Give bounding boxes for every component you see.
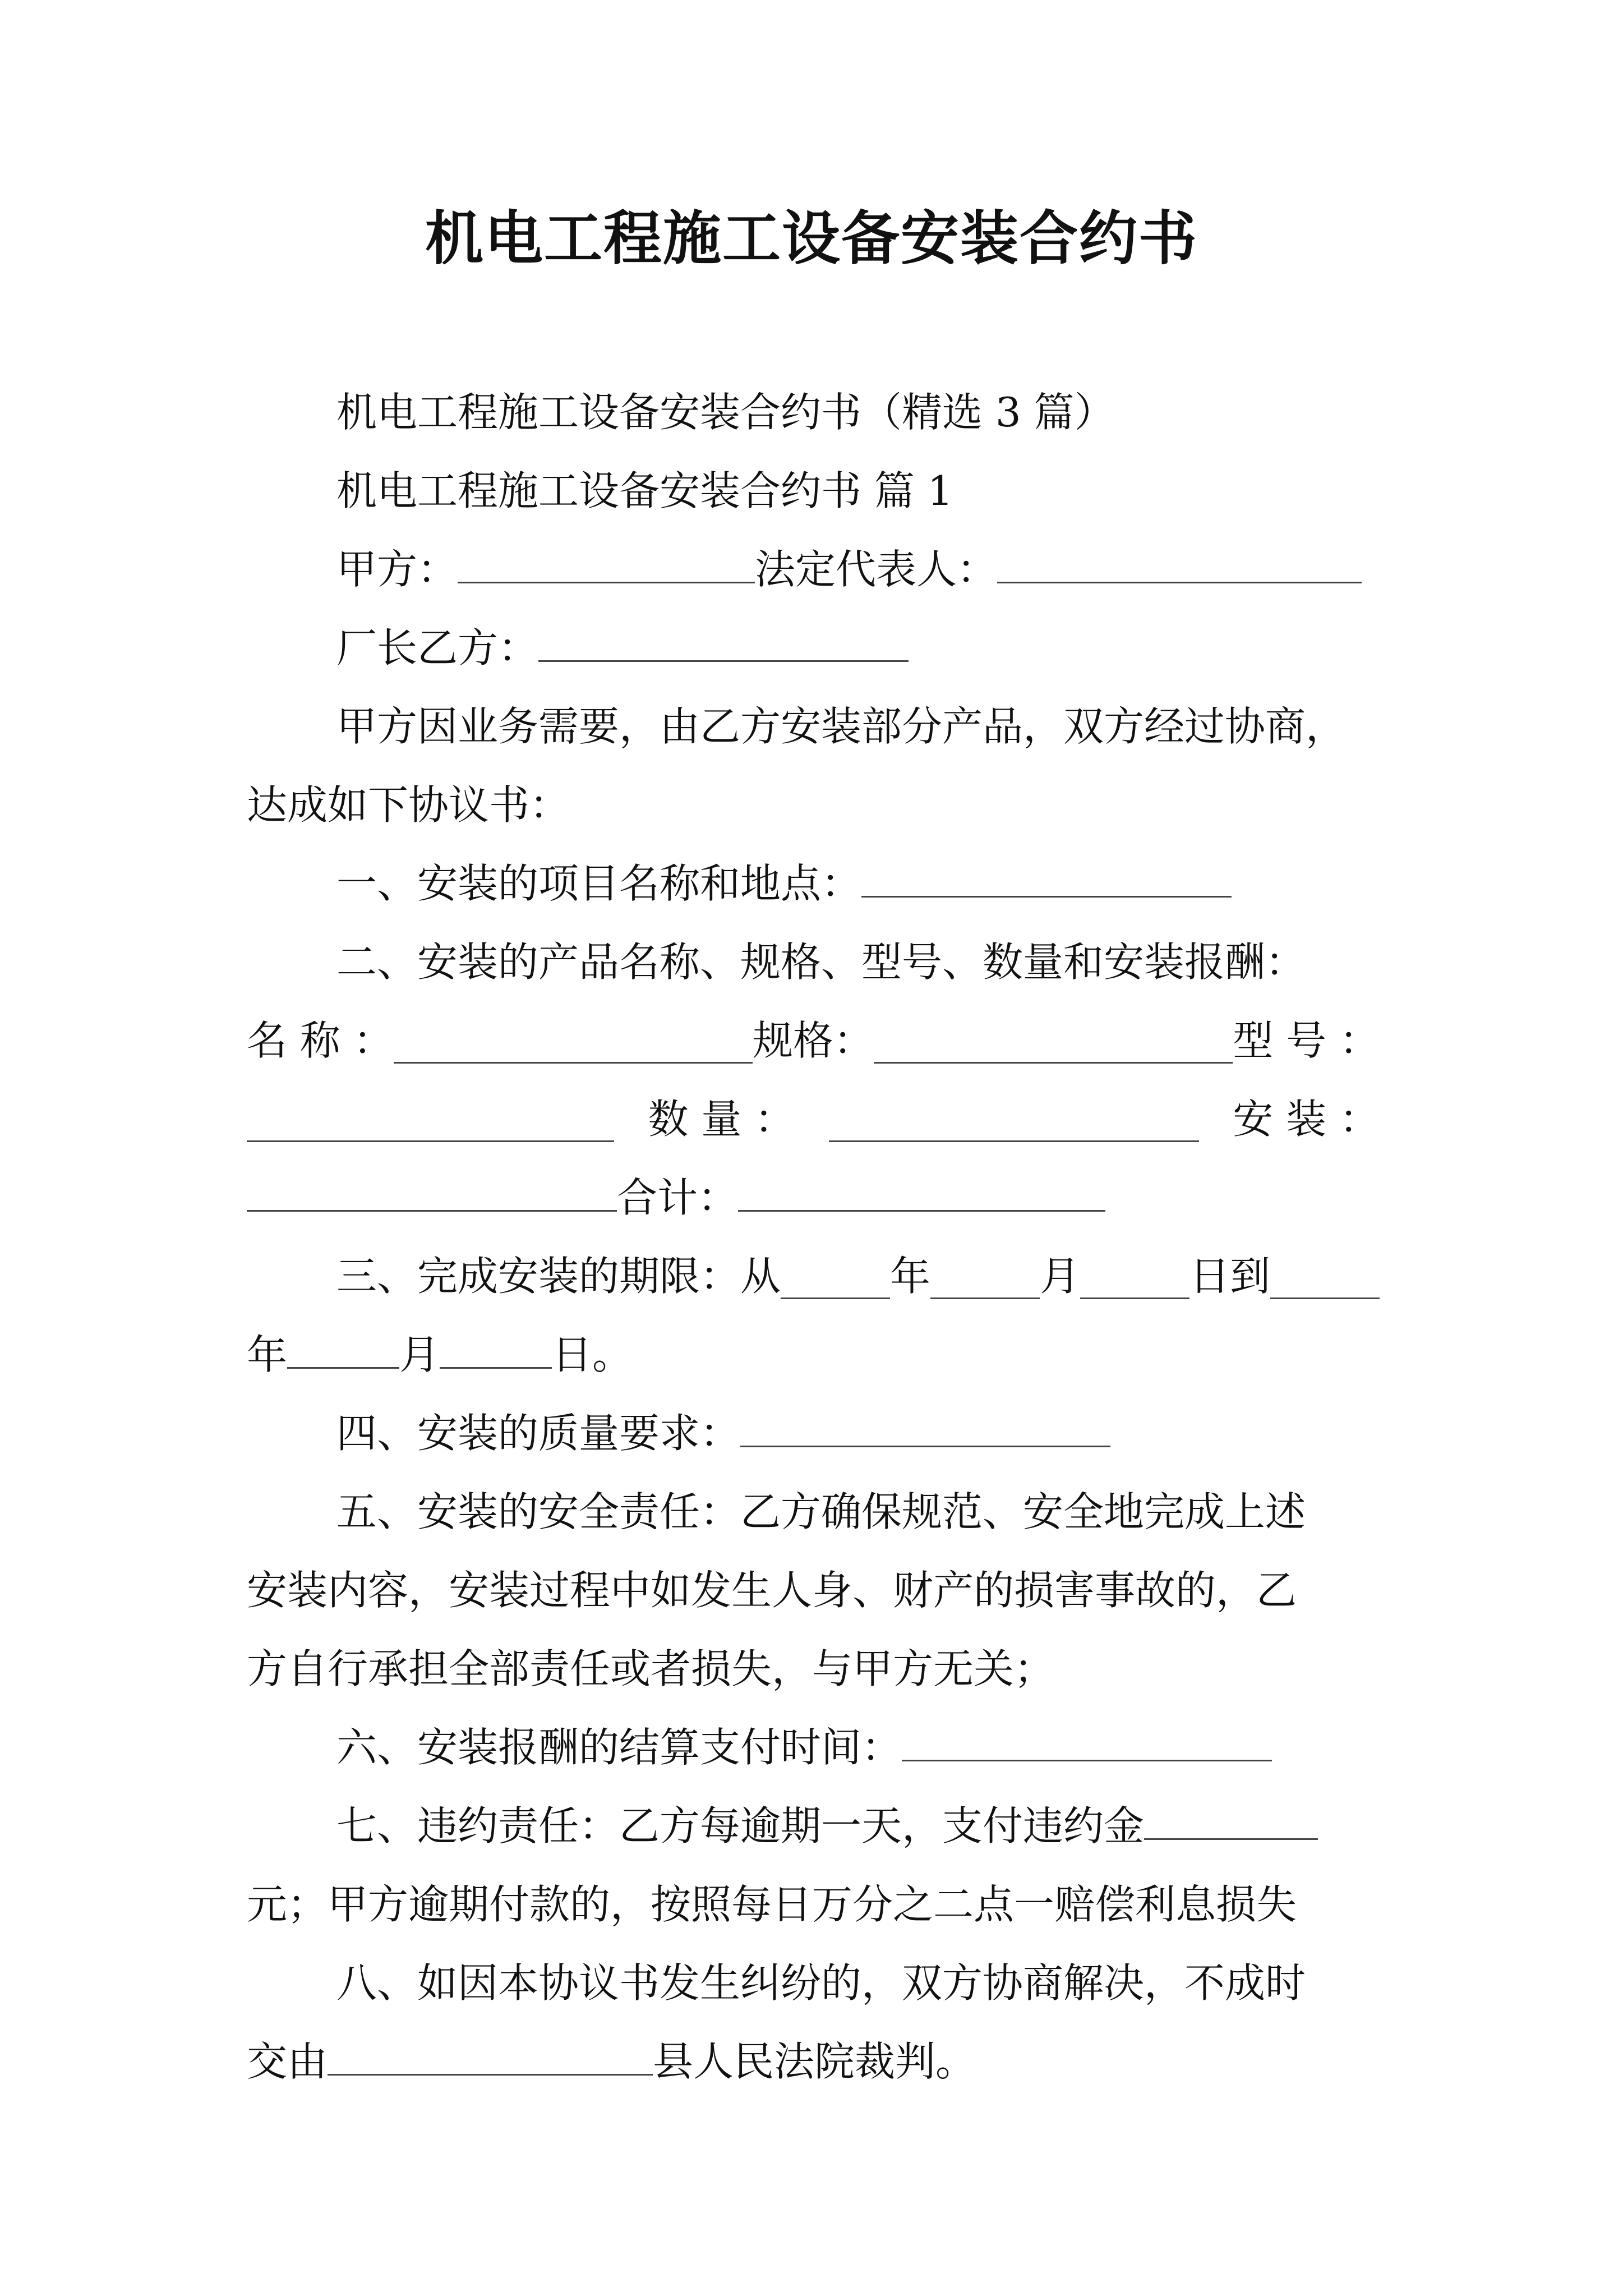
item4-label: 四、安装的质量要求： <box>336 1410 741 1457</box>
item1-label: 一、安装的项目名称和地点： <box>336 860 862 907</box>
party-a-label: 甲方： <box>336 546 458 593</box>
start-month-blank[interactable] <box>930 1254 1040 1299</box>
install-label: 安 装 ： <box>1233 1096 1380 1143</box>
court-blank[interactable] <box>328 2030 653 2076</box>
name-label: 名 称 ： <box>247 1017 394 1064</box>
spec-label: 规格： <box>752 1017 874 1064</box>
item7-label: 七、违约责任：乙方每逾期一天，支付违约金 <box>336 1802 1145 1849</box>
section-heading: 机电工程施工设备安装合约书 篇 1 <box>336 467 953 514</box>
item8-suffix: 县人民法院裁判。 <box>653 2038 976 2085</box>
item6-line <box>336 1714 1272 1781</box>
item4-blank[interactable] <box>740 1402 1110 1447</box>
qty-label: 数 量 ： <box>648 1096 795 1143</box>
start-year-blank[interactable] <box>781 1254 890 1299</box>
day-to-label: 日到 <box>1189 1253 1271 1300</box>
qty-blank[interactable] <box>829 1097 1199 1142</box>
item8-prefix: 交由 <box>247 2038 328 2085</box>
legal-rep-blank[interactable] <box>997 538 1362 583</box>
item8-line-1: 八、如因本协议书发生纠纷的，双方协商解决，不成时 <box>336 1959 1306 2007</box>
model-label: 型 号 ： <box>1233 1017 1380 1064</box>
name-blank[interactable] <box>394 1018 753 1064</box>
item6-blank[interactable] <box>902 1716 1272 1761</box>
total-label: 合计： <box>617 1174 739 1221</box>
start-year-label: 年 <box>890 1253 931 1300</box>
party-b-line <box>336 614 909 682</box>
party-b-blank[interactable] <box>538 616 909 662</box>
item6-label: 六、安装报酬的结算支付时间： <box>336 1724 902 1771</box>
item2-line-3 <box>247 1085 1380 1153</box>
end-month-label: 月 <box>399 1331 440 1378</box>
subtitle: 机电工程施工设备安装合约书（精选 3 篇） <box>336 389 1115 436</box>
spec-blank[interactable] <box>874 1018 1233 1064</box>
item5-line-1: 五、安装的安全责任：乙方确保规范、安全地完成上述 <box>336 1488 1306 1535</box>
total-blank[interactable] <box>738 1166 1105 1212</box>
intro-line-1: 甲方因业务需要，由乙方安装部分产品，双方经过协商， <box>336 703 1347 750</box>
item4-line <box>336 1400 1110 1467</box>
item8-line-2 <box>247 2028 976 2095</box>
item2-line-2 <box>247 1007 1380 1074</box>
end-day-blank[interactable] <box>440 1323 552 1369</box>
document-title: 机电工程施工设备安装合约书 <box>425 204 1198 273</box>
end-year-label: 年 <box>247 1331 288 1378</box>
start-month-label: 月 <box>1040 1253 1081 1300</box>
item2-line-1: 二、安装的产品名称、规格、型号、数量和安装报酬： <box>336 938 1306 986</box>
end-year-blank[interactable] <box>1270 1254 1380 1299</box>
item3-line-2 <box>247 1321 633 1388</box>
item7-line-2: 元；甲方逾期付款的，按照每日万分之二点一赔偿利息损失 <box>247 1881 1297 1928</box>
start-day-blank[interactable] <box>1080 1254 1189 1299</box>
install-blank[interactable] <box>247 1166 617 1212</box>
party-b-label: 厂长乙方： <box>336 624 539 671</box>
model-blank[interactable] <box>247 1097 614 1142</box>
end-day-label: 日。 <box>552 1331 633 1378</box>
item7-line-1 <box>336 1792 1318 1860</box>
penalty-blank[interactable] <box>1144 1795 1318 1840</box>
item5-line-3: 方自行承担全部责任或者损失，与甲方无关； <box>247 1645 1055 1692</box>
party-a-blank[interactable] <box>458 538 755 583</box>
party-a-line <box>336 536 1362 603</box>
item1-blank[interactable] <box>861 852 1232 898</box>
item5-line-2: 安装内容，安装过程中如发生人身、财产的损害事故的，乙 <box>247 1567 1297 1614</box>
item3-line-1 <box>336 1243 1380 1310</box>
item2-line-4 <box>247 1164 1105 1231</box>
legal-rep-label: 法定代表人： <box>755 546 998 593</box>
end-month-blank[interactable] <box>287 1323 399 1369</box>
intro-line-2: 达成如下协议书： <box>247 781 570 829</box>
item1-line <box>336 850 1232 917</box>
item3-label: 三、完成安装的期限：从 <box>336 1253 781 1300</box>
